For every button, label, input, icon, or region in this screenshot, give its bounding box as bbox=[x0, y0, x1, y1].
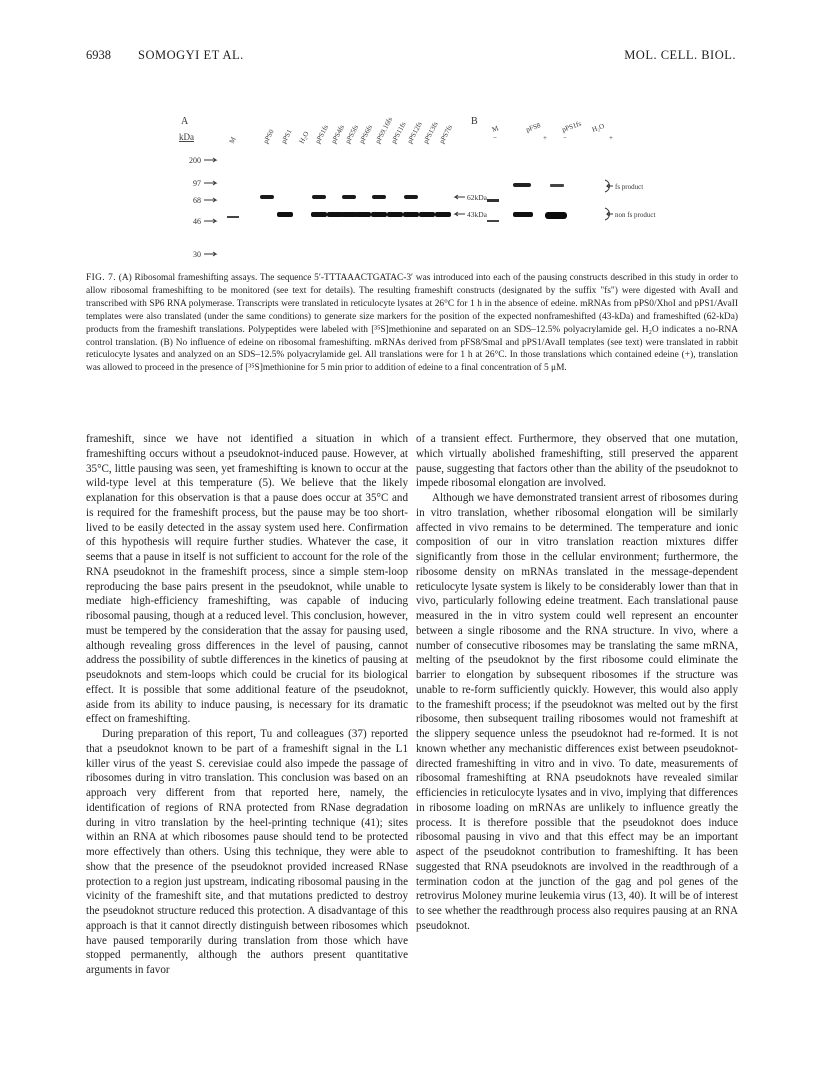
band-62kda bbox=[404, 195, 418, 199]
lane-label: pFS8 bbox=[524, 121, 542, 134]
marker-label: 97 bbox=[193, 179, 201, 188]
band-43kda bbox=[327, 212, 343, 217]
band-43kda bbox=[403, 212, 419, 217]
marker-label: 200 bbox=[189, 156, 201, 165]
marker-band bbox=[487, 199, 499, 202]
lane-label: pPS6fs bbox=[357, 123, 375, 145]
caption-text: (A) Ribosomal frameshifting assays. The sequence 5′-TTTAAACTGATAC-3′ was introduced into each of the pausing constructs described in this study in order to allow ribosomal frameshifting to be monitored (see text for details). The resulting frameshift constructs (designated by the suffix "fs") were digested with AvaII and transcribed with SP6 RNA polymerase. Transcripts were translated in reticulocyte lysates at 26°C for 1 h in the absence of edeine. mRNAs from pPS0/XhoI and pPS1/AvaII templates were also translated (under the same conditions) to generate size markers for the position of the expected nonframeshifted (43-kDa) and frameshifted (62-kDa) products from the frameshift translations. Polypeptides were labeled with [³⁵S]methionine and separated on an SDS–12.5% polyacrylamide gel. H₂O indicates a no-RNA control translation. (B) No influence of edeine on ribosomal frameshifting. mRNAs derived from pFS8/SmaI and pPS1/AvaII templates (see text) were translated in rabbit reticulocyte lysates and analyzed on an SDS–12.5% polyacrylamide gel. All translations were for 1 h at 26°C. In those translations which contained edeine (+), translation was allowed to proceed in the presence of [³⁵S]methionine for 5 min prior to addition of edeine to a final concentration of 5 μM. bbox=[86, 273, 739, 374]
lane-label: pPS1fs bbox=[560, 119, 583, 134]
lane-label: pPS13fs bbox=[421, 120, 440, 145]
marker-arrow bbox=[204, 252, 216, 256]
lane-label: pPS12fs bbox=[405, 120, 424, 145]
marker-band bbox=[487, 220, 499, 222]
band-62kda bbox=[260, 195, 274, 199]
gel-image bbox=[175, 110, 675, 270]
band-fs-product bbox=[550, 184, 564, 187]
panel-b-label: B bbox=[471, 116, 478, 127]
band-43kda bbox=[419, 212, 435, 217]
arrow-nonfs bbox=[607, 212, 613, 216]
paragraph: Although we have demonstrated transient arrest of ribosomes during in vitro translation, whether ribosomal elongation will be similarly affected in vivo remains to be determined. The temperature and ionic composition of our in vitro translation reaction mixtures differ significantly from those in the cellular environment; furthermore, the ribosome density on mRNAs translated in the message-dependent reticulocyte lysate system is likely to be considerably lower than that in vivo, particularly following edeine treatment. Each translational pause measured in the in vitro system could well represent an encounter between a single ribosome and the RNA structure. In vivo, where a number of consecutive ribosomes may be translating the same mRNA, melting of the pseudoknot by the first ribosome could eliminate the barrier to elongation by subsequent ribosomes if the structure was unable to re-form sufficiently quickly. However, this would also apply to the frameshift process; if the pseudoknot was melted out by the first ribosome, then subsequent trailing ribosomes would not frameshift at the slippery sequence unless the pseudoknot had re-formed. It is not known whether any mechanistic differences exist between pseudoknot-directed frameshifting in vitro and in vivo. To date, measurements of ribosomal frameshifting at RNA pseudoknots have revealed similar efficiencies in reticulocyte lysates and in vivo, implying that differences in ribosome loading on mRNAs are unlikely to influence greatly the process. It is therefore possible that the pseudoknot does induce ribosomal pausing in vivo and that this effect may be an important aspect of the pseudoknot contribution to frameshifting. It has been suggested that RNA pseudoknots are involved in the readthrough of a termination codon at the junction of the gag and pol genes of the retrovirus Moloney murine leukemia virus (13, 40). It will be of interest to see whether the readthrough process also requires pausing at an RNA pseudoknot. bbox=[416, 492, 738, 932]
arrow-fs bbox=[607, 184, 613, 188]
lane-label: pPS7fs bbox=[437, 123, 455, 145]
panel-a-label: A bbox=[181, 116, 189, 127]
label-62kda: 62kDa bbox=[467, 193, 487, 202]
kda-label: kDa bbox=[179, 132, 194, 142]
paragraph: frameshift, since we have not identified a situation in which frameshifting occurs without a pseudoknot-induced pause. However, at 35°C, little pausing was seen, yet frameshifting is known to occur at the wild-type level at this temperature (5). We believe that the likely explanation for this observation is that a pause does occur at 35°C and is required for the frameshift process, but the pause may be too short-lived to be easily detected in the assay system used here. Confirmation of this hypothesis will require further studies. Whatever the case, it seems that a pause in itself is not sufficient to account for the role of the RNA pseudoknot in the frameshift process, since a simple stem-loop reproducing the base pairs present in the pseudoknot, while unable to mediate high-efficiency frameshifting, was capable of inducing ribosomal pausing, though at a reduced level. This conclusion, however, must be tempered by the consideration that the assay for pausing used, although revealing gross differences in the level of pausing, cannot address the possibility of subtle differences in the kinetics of pausing at pseudoknots and stem-loops which could be crucial for its biological effect. It is possible that some additional feature of the pseudoknot, aside from its ability to induce pausing, is necessary for its dramatic effect on frameshifting. bbox=[86, 433, 408, 726]
lane-label: pPS9.16fs bbox=[373, 115, 395, 145]
band-43kda bbox=[435, 212, 451, 217]
caption-label: FIG. 7. bbox=[86, 273, 116, 283]
lane-label: pPS1 bbox=[279, 128, 294, 145]
lane-label: M bbox=[490, 124, 500, 134]
lane-label: pPS0 bbox=[261, 128, 276, 145]
band-43kda bbox=[387, 212, 403, 217]
band-43kda bbox=[371, 212, 387, 217]
running-header bbox=[86, 48, 736, 68]
nonfs-product-label: non fs product bbox=[615, 211, 656, 219]
gel-figure bbox=[175, 110, 675, 270]
marker-arrow bbox=[204, 181, 216, 185]
marker-arrow bbox=[204, 198, 216, 202]
band-43kda bbox=[277, 212, 293, 217]
lane-label: pPS11fs bbox=[389, 120, 408, 145]
lane-label: pPS1fs bbox=[313, 123, 331, 145]
page-number: 6938 bbox=[86, 48, 111, 62]
band-43kda bbox=[311, 212, 327, 217]
marker-arrow bbox=[204, 158, 216, 162]
band-62kda bbox=[342, 195, 356, 199]
figure-caption bbox=[86, 272, 738, 375]
lane-label: H₂O bbox=[297, 130, 311, 145]
lane-label: M bbox=[227, 135, 238, 145]
journal-name: MOL. CELL. BIOL. bbox=[624, 48, 736, 62]
arrow-62kda bbox=[455, 195, 465, 199]
lane-label: pPS5fs bbox=[343, 123, 361, 145]
lane-label: pPS4fs bbox=[329, 123, 347, 145]
marker-label: 46 bbox=[193, 217, 201, 226]
edeine-sign: + bbox=[609, 134, 613, 142]
band-62kda bbox=[312, 195, 326, 199]
arrow-43kda bbox=[455, 212, 465, 216]
right-column bbox=[416, 432, 738, 934]
paragraph: of a transient effect. Furthermore, they observed that one mutation, which virtually abolished frameshifting, still preserved the apparent pause, suggesting that factors other than the ability of the pseudoknot to impede ribosomal elongation are involved. bbox=[416, 433, 738, 490]
left-column bbox=[86, 432, 408, 978]
band-fs-product bbox=[513, 183, 531, 187]
edeine-sign: + bbox=[543, 134, 547, 142]
paragraph: During preparation of this report, Tu and colleagues (37) reported that a pseudoknot known to be part of a frameshift signal in the L1 killer virus of the yeast S. cerevisiae could also impede the passage of ribosomes during in vitro translation. This conclusion was based on an approach very different from that reported here, namely, the identification of regions of RNA protected from RNase degradation during in vitro translation by the heel-printing technique (41); sites within an RNA at which ribosomes pause should tend to be protected more effectively than others. Using this technique, they were able to show that the presence of the pseudoknot provided increased RNase protection to a region just upstream, indicating ribosomal pausing in the vicinity of the frameshift site, and that mutations predicted to destroy the pseudoknot structure reduced this protection. A disadvantage of this approach is that it cannot directly distinguish between ribosomes which have paused temporarily during translation from those which have stopped permanently, although the authors present quantitative arguments in favor bbox=[86, 728, 408, 976]
fs-product-label: fs product bbox=[615, 183, 644, 191]
band-43kda bbox=[341, 212, 357, 217]
band-43kda bbox=[355, 212, 371, 217]
label-43kda: 43kDa bbox=[467, 210, 487, 219]
edeine-sign: − bbox=[493, 134, 497, 142]
marker-arrow bbox=[204, 219, 216, 223]
marker-band bbox=[227, 216, 239, 218]
band-nonfs-product bbox=[545, 212, 567, 219]
marker-label: 68 bbox=[193, 196, 201, 205]
band-nonfs-product bbox=[513, 212, 533, 217]
marker-label: 30 bbox=[193, 250, 201, 259]
running-authors: SOMOGYI ET AL. bbox=[138, 48, 244, 62]
lane-label: H₂O bbox=[590, 122, 606, 134]
band-62kda bbox=[372, 195, 386, 199]
edeine-sign: − bbox=[563, 134, 567, 142]
